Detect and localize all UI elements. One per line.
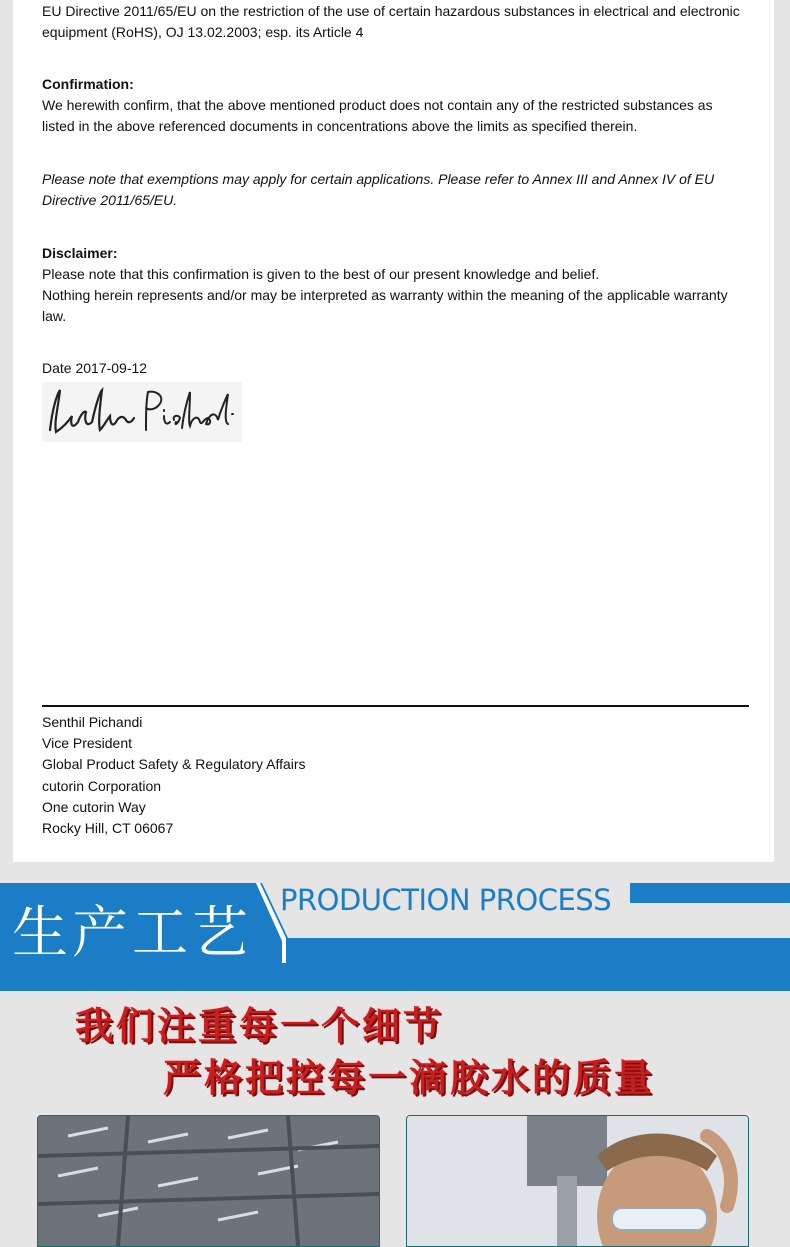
- exemption-note: Please note that exemptions may apply for certain applications. Please refer to Annex III and Annex IV of EU Directive 2011/65/EU.: [42, 171, 715, 208]
- technician-with-goggles-photo: [406, 1115, 749, 1247]
- date-text: Date 2017-09-12: [42, 360, 148, 376]
- handwritten-signature: [42, 382, 242, 442]
- slogan-line-1: 我们注重每一个细节: [75, 1004, 445, 1048]
- factory-ceiling-photo: [37, 1115, 380, 1247]
- declaration-document: [13, 0, 774, 862]
- production-process-banner: [0, 883, 790, 991]
- banner-cn-title: 生产工艺: [12, 901, 252, 966]
- disclaimer-line-1: Please note that this confirmation is given to the best of our present knowledge and belief.: [42, 266, 600, 282]
- signatory-city: Rocky Hill, CT 06067: [42, 820, 174, 836]
- banner-accent-bar: [630, 883, 790, 903]
- signatory-department: Global Product Safety & Regulatory Affairs: [42, 756, 306, 772]
- signatory-street: One cutorin Way: [42, 799, 146, 815]
- signatory-name: Senthil Pichandi: [42, 714, 143, 730]
- signatory-title: Vice President: [42, 735, 133, 751]
- confirmation-heading: Confirmation:: [42, 76, 134, 92]
- confirmation-text: We herewith confirm, that the above mentioned product does not contain any of the restricted substances as listed in the above referenced documents in concentrations above the limits as specified therein.: [42, 97, 713, 134]
- disclaimer-line-2: Nothing herein represents and/or may be interpreted as warranty within the meaning of the applicable warranty law.: [42, 287, 728, 324]
- signature-divider: [42, 705, 749, 707]
- signatory-company: cutorin Corporation: [42, 778, 162, 794]
- banner-en-title: PRODUCTION PROCESS: [280, 883, 612, 917]
- slogan-line-2: 严格把控每一滴胶水的质量: [163, 1056, 656, 1100]
- disclaimer-heading: Disclaimer:: [42, 245, 118, 261]
- rohs-directive-text: EU Directive 2011/65/EU on the restriction of the use of certain hazardous substances in electrical and electronic equipment (RoHS), OJ 13.02.2003; esp. its Article 4: [42, 3, 740, 40]
